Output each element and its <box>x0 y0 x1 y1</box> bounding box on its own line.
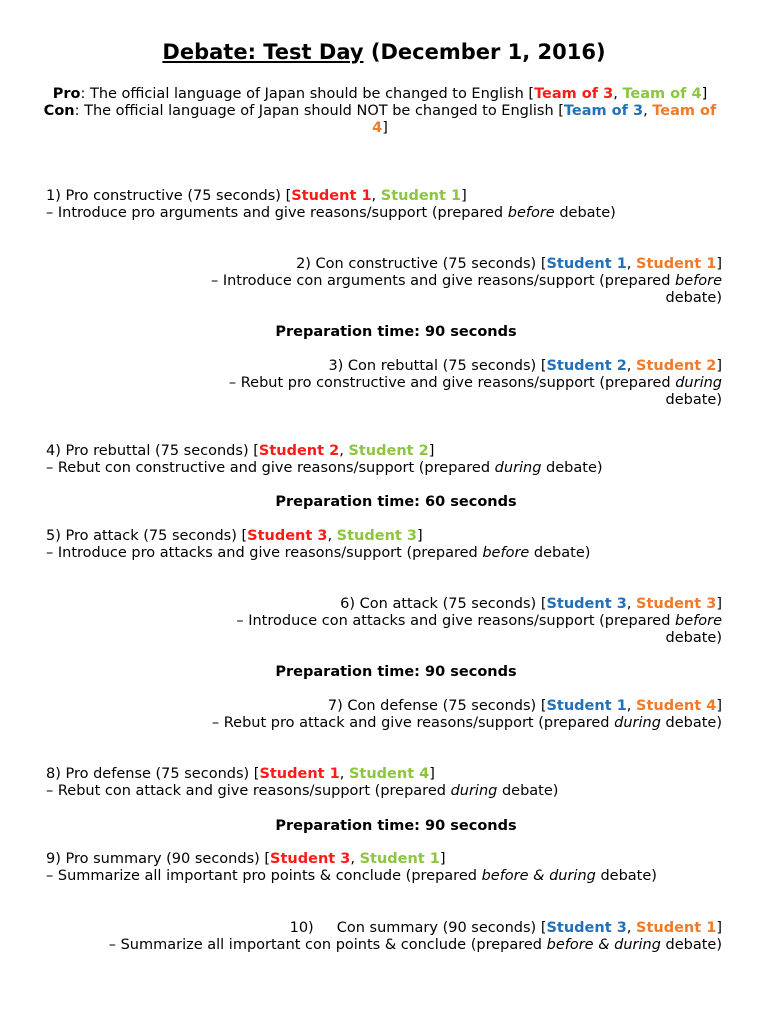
desc-text: – Summarize all important pro points & conclude (prepared <box>46 868 482 884</box>
comma: , <box>626 256 637 272</box>
desc-emphasis: before & during <box>546 937 661 953</box>
bracket-close: ] <box>716 920 722 936</box>
comma: , <box>626 596 637 612</box>
segment-4-pro-rebuttal <box>46 443 722 477</box>
segment-1-pro-constructive <box>46 188 722 222</box>
segment-description <box>46 715 722 732</box>
segment-heading <box>46 443 722 460</box>
comma: , <box>626 358 637 374</box>
segment-3-con-rebuttal <box>46 358 722 409</box>
pro-speaker-team-3: Student 1 <box>291 188 372 204</box>
bracket-close: ] <box>428 443 435 459</box>
segment-description-end: debate) <box>665 630 722 646</box>
pro-label: Pro <box>52 86 81 102</box>
desc-text: – Introduce pro arguments and give reasons/support (prepared <box>46 205 508 221</box>
prep-time-1: Preparation time: 90 seconds <box>275 324 517 340</box>
con-speaker-team-3: Student 2 <box>546 358 627 374</box>
desc-emphasis: during <box>450 783 498 799</box>
segment-heading <box>46 256 722 273</box>
segment-heading <box>46 920 722 937</box>
pro-team-4: Team of 4 <box>622 86 702 102</box>
desc-end: debate) <box>541 460 603 476</box>
pro-text: : The official language of Japan should be changed to English [ <box>80 86 535 102</box>
desc-end: debate) <box>660 715 722 731</box>
segment-heading <box>46 698 722 715</box>
segment-description-end: debate) <box>665 392 722 408</box>
segment-description <box>46 613 722 630</box>
segment-title: 1) Pro constructive (75 seconds) [ <box>46 188 292 204</box>
segment-title: 2) Con constructive (75 seconds) [ <box>296 256 547 272</box>
segment-title: 10) Con summary (90 seconds) [ <box>289 920 547 936</box>
comma: , <box>626 920 637 936</box>
desc-end: debate) <box>497 783 559 799</box>
pro-speaker-team-3: Student 3 <box>270 851 351 867</box>
con-team-3: Team of 3 <box>563 103 644 119</box>
segment-title: 6) Con attack (75 seconds) [ <box>340 596 547 612</box>
pro-speaker-team-4: Student 4 <box>348 766 430 782</box>
pro-speaker-team-3: Student 3 <box>247 528 328 544</box>
con-speaker-team-3: Student 1 <box>546 698 627 714</box>
segment-description <box>46 273 722 290</box>
pro-team-3: Team of 3 <box>534 86 614 102</box>
page-title <box>0 38 768 66</box>
con-speaker-team-3: Student 1 <box>546 256 627 272</box>
desc-end: debate) <box>595 868 657 884</box>
pro-sep: , <box>613 86 623 102</box>
desc-emphasis: during <box>494 460 542 476</box>
pro-statement <box>40 86 720 103</box>
con-speaker-team-4: Student 4 <box>636 698 717 714</box>
desc-end: debate) <box>660 937 722 953</box>
pro-speaker-team-4: Student 3 <box>336 528 417 544</box>
desc-emphasis: during <box>614 715 661 731</box>
segment-description <box>46 375 722 392</box>
segment-heading <box>46 188 722 205</box>
desc-emphasis: before <box>675 613 722 629</box>
con-speaker-team-4: Student 1 <box>636 256 717 272</box>
comma: , <box>371 188 381 204</box>
desc-text: – Summarize all important con points & conclude (prepared <box>108 937 547 953</box>
con-statement <box>40 103 720 137</box>
desc-text: – Introduce con attacks and give reasons/support (prepared <box>236 613 676 629</box>
segment-heading <box>46 766 722 783</box>
segment-description <box>46 545 722 562</box>
comma: , <box>339 766 349 782</box>
prep-time-3: Preparation time: 90 seconds <box>275 664 517 680</box>
desc-emphasis: before <box>482 545 530 561</box>
segment-heading <box>46 358 722 375</box>
comma: , <box>626 698 637 714</box>
title-main: Debate: Test Day <box>162 40 364 64</box>
prep-time-2: Preparation time: 60 seconds <box>275 494 517 510</box>
con-label: Con <box>43 103 75 119</box>
segment-description <box>46 205 722 222</box>
desc-emphasis: during <box>675 375 722 391</box>
segment-title: 5) Pro attack (75 seconds) [ <box>46 528 248 544</box>
con-speaker-team-3: Student 3 <box>546 596 627 612</box>
comma: , <box>350 851 360 867</box>
pro-speaker-team-3: Student 1 <box>259 766 340 782</box>
con-speaker-team-4: Student 3 <box>636 596 717 612</box>
comma: , <box>327 528 337 544</box>
desc-emphasis: before <box>675 273 722 289</box>
segment-description <box>46 937 722 954</box>
desc-text: – Introduce con arguments and give reasons/support (prepared <box>210 273 676 289</box>
segment-5-pro-attack <box>46 528 722 562</box>
segment-description <box>46 783 722 800</box>
pro-speaker-team-4: Student 2 <box>348 443 429 459</box>
segment-2-con-constructive <box>46 256 722 307</box>
segment-title: 8) Pro defense (75 seconds) [ <box>46 766 260 782</box>
segment-title: 9) Pro summary (90 seconds) [ <box>46 851 271 867</box>
segment-heading <box>46 596 722 613</box>
pro-speaker-team-3: Student 2 <box>258 443 340 459</box>
segment-10-con-summary <box>46 920 722 954</box>
desc-text: – Rebut pro attack and give reasons/support (prepared <box>211 715 615 731</box>
pro-speaker-team-4: Student 1 <box>380 188 462 204</box>
desc-text: – Rebut con attack and give reasons/support (prepared <box>46 783 451 799</box>
con-sep: , <box>643 103 653 119</box>
bracket-close: ] <box>429 766 435 782</box>
segment-9-pro-summary <box>46 851 722 885</box>
segment-title: 3) Con rebuttal (75 seconds) [ <box>328 358 547 374</box>
con-speaker-team-4: Student 1 <box>636 920 717 936</box>
segment-7-con-defense <box>46 698 722 732</box>
con-speaker-team-4: Student 2 <box>636 358 717 374</box>
con-close: ] <box>382 120 388 136</box>
segment-title: 4) Pro rebuttal (75 seconds) [ <box>46 443 259 459</box>
segment-description <box>46 868 722 885</box>
segment-6-con-attack <box>46 596 722 647</box>
segment-heading <box>46 851 722 868</box>
title-date: (December 1, 2016) <box>370 40 606 64</box>
bracket-close: ] <box>461 188 467 204</box>
desc-end: debate) <box>554 205 616 221</box>
bracket-close: ] <box>716 698 722 714</box>
bracket-close: ] <box>439 851 446 867</box>
desc-end: debate) <box>529 545 591 561</box>
bracket-close: ] <box>716 358 722 374</box>
segment-8-pro-defense <box>46 766 722 800</box>
desc-emphasis: before & during <box>481 868 596 884</box>
segment-description <box>46 460 722 477</box>
con-team-4: Team of 4 <box>372 103 717 136</box>
desc-text: – Rebut con constructive and give reasons/support (prepared <box>46 460 495 476</box>
comma: , <box>339 443 349 459</box>
desc-text: – Introduce pro attacks and give reasons/support (prepared <box>46 545 483 561</box>
pro-speaker-team-4: Student 1 <box>359 851 440 867</box>
segment-description-end: debate) <box>665 290 722 306</box>
segment-title: 7) Con defense (75 seconds) [ <box>327 698 547 714</box>
con-speaker-team-3: Student 3 <box>546 920 627 936</box>
segment-heading <box>46 528 722 545</box>
con-text: : The official language of Japan should NOT be changed to English [ <box>74 103 564 119</box>
debate-sides <box>40 86 720 137</box>
pro-close: ] <box>701 86 708 102</box>
desc-emphasis: before <box>507 205 555 221</box>
bracket-close: ] <box>716 596 722 612</box>
bracket-close: ] <box>716 256 722 272</box>
desc-text: – Rebut pro constructive and give reasons/support (prepared <box>228 375 676 391</box>
prep-time-4: Preparation time: 90 seconds <box>275 818 517 834</box>
bracket-close: ] <box>416 528 423 544</box>
